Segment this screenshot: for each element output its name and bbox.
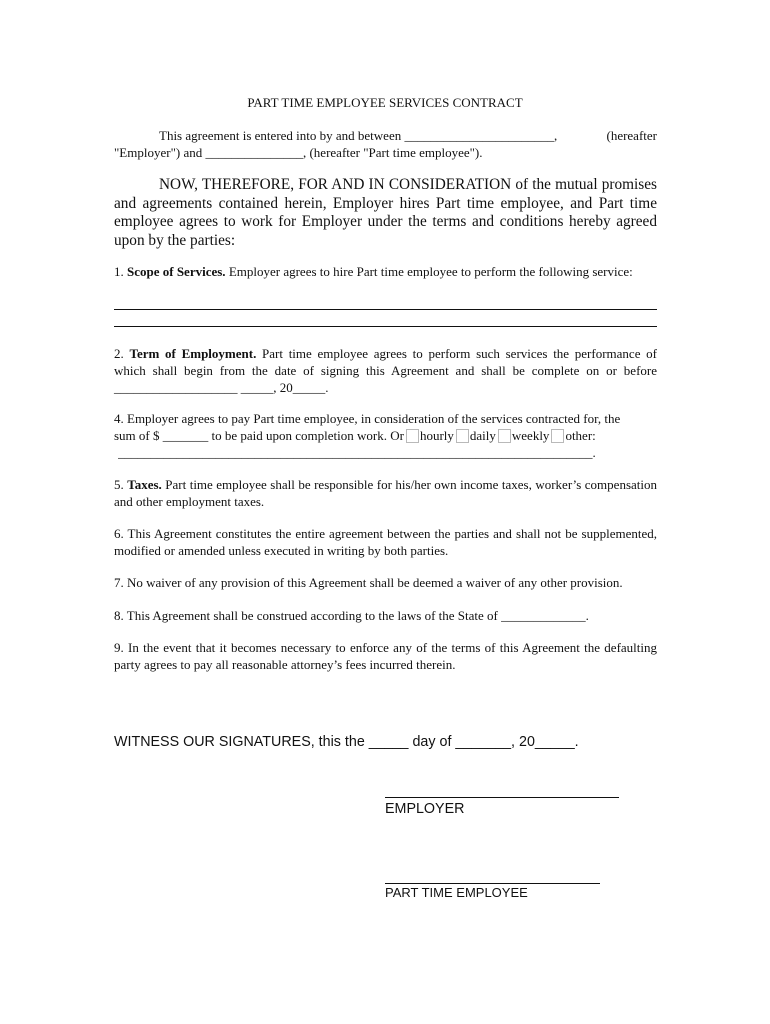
employee-label: PART TIME EMPLOYEE	[385, 885, 528, 900]
section-2-text: Part time employee agrees to perform such services the performance of which shall begin from the date of signing this Agreement and shall be complete on or before ___________________ _____, 20_____.	[114, 346, 658, 395]
daily-checkbox[interactable]	[456, 429, 469, 443]
employee-signature-line[interactable]	[385, 883, 600, 884]
section-2-heading: Term of Employment.	[129, 346, 257, 361]
weekly-checkbox[interactable]	[498, 429, 511, 443]
section-1-number: 1.	[114, 264, 124, 279]
intro-line-1-right: (hereafter	[606, 128, 657, 143]
employer-label: EMPLOYER	[385, 801, 465, 817]
scope-blank-line-2	[114, 326, 657, 327]
section-5-text: Part time employee shall be responsible for his/her own income taxes, worker’s compensation and other employment taxes.	[114, 477, 657, 509]
intro-line-1-left: This agreement is entered into by and between _______________________,	[159, 128, 558, 143]
section-2-number: 2.	[114, 346, 124, 361]
scope-blank-line-1	[114, 309, 657, 310]
weekly-label: weekly	[511, 428, 550, 443]
document-title: PART TIME EMPLOYEE SERVICES CONTRACT	[247, 95, 523, 110]
section-attorney-fees: 9. In the event that it becomes necessary to enforce any of the terms of this Agreement the defaulting party agrees to pay all reasonable attorney’s fees incurred therein.	[114, 640, 657, 672]
section-4-line-3: _________________________________________________________________________.	[118, 445, 596, 460]
section-1-heading: Scope of Services.	[127, 264, 226, 279]
section-scope-of-services	[114, 263, 657, 280]
section-entire-agreement: 6. This Agreement constitutes the entire agreement between the parties and shall not be supplemented, modified or amended unless executed in writing by both parties.	[114, 526, 657, 558]
section-5-number: 5.	[114, 477, 124, 492]
other-label: other:	[565, 428, 596, 443]
daily-label: daily	[469, 428, 496, 443]
now-therefore-paragraph: NOW, THEREFORE, FOR AND IN CONSIDERATION of the mutual promises and agreements contained herein, Employer hires Part time employee, and Part time employee agrees to work for Employer under the terms and conditions hereby agreed upon by the parties:	[114, 176, 657, 249]
section-5-heading: Taxes.	[127, 477, 162, 492]
hourly-checkbox[interactable]	[406, 429, 419, 443]
section-4-line-1: 4. Employer agrees to pay Part time employee, in consideration of the services contracted for, the	[114, 411, 621, 426]
hourly-label: hourly	[419, 428, 454, 443]
intro-line-2: "Employer") and _______________, (hereafter "Part time employee").	[114, 145, 483, 160]
section-no-waiver: 7. No waiver of any provision of this Agreement shall be deemed a waiver of any other provision.	[114, 575, 623, 590]
section-1-text: Employer agrees to hire Part time employee to perform the following service:	[228, 264, 633, 279]
other-checkbox[interactable]	[551, 429, 564, 443]
section-4-payment-text: sum of $ _______ to be paid upon completion work. Or	[114, 428, 404, 443]
section-term-of-employment	[114, 345, 657, 396]
witness-statement: WITNESS OUR SIGNATURES, this the _____ day of _______, 20_____.	[114, 734, 579, 750]
section-taxes	[114, 476, 657, 510]
section-governing-law: 8. This Agreement shall be construed according to the laws of the State of _____________.	[114, 608, 589, 623]
intro-line-1	[159, 127, 657, 144]
employer-signature-line[interactable]	[385, 797, 619, 798]
section-4-line-2	[114, 427, 596, 444]
